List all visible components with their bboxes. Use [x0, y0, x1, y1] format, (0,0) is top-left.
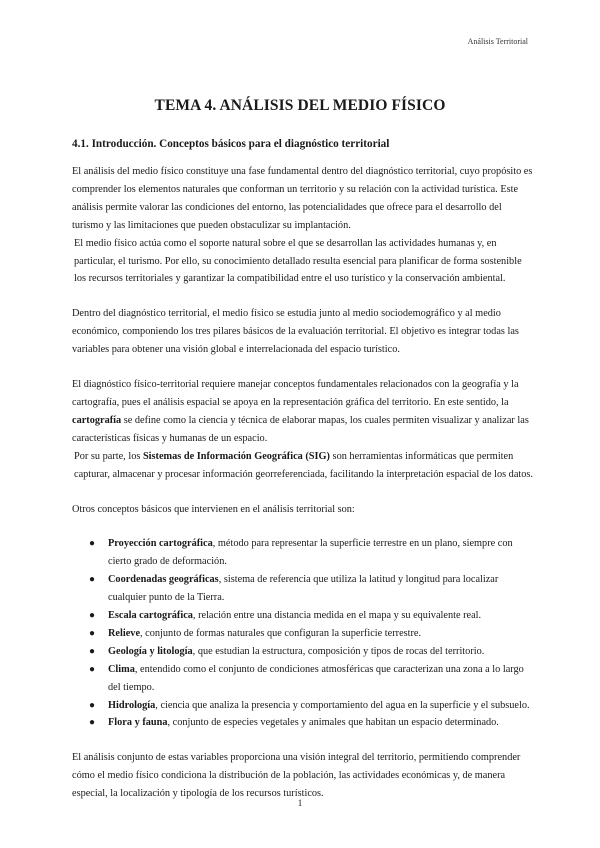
list-item: ● Clima, entendido como el conjunto de condiciones atmosféricas que caracterizan una zona a lo largo del tiempo. — [72, 661, 534, 697]
section-heading: 4.1. Introducción. Conceptos básicos para el diagnóstico territorial — [72, 138, 390, 150]
list-item: ● Escala cartográfica, relación entre una distancia medida en el mapa y su equivalente real. — [72, 607, 534, 625]
running-header: Análisis Territorial — [467, 37, 528, 46]
body-text — [72, 163, 534, 803]
paragraph-otros-conceptos: Otros conceptos básicos que intervienen en el análisis territorial son: — [72, 503, 355, 515]
concepts-list — [72, 535, 534, 732]
page-number: 1 — [297, 798, 303, 808]
paragraph-cartografia: El diagnóstico físico-territorial requiere manejar conceptos fundamentales relacionados con la geografía y la cartografía, pues el análisis espacial se apoya en la representación gráfica del territorio. En este sentido, la cartografía se define como la ciencia y técnica de elaborar mapas, los cuales permiten visualizar y analizar las características físicas y humanas de un espacio. — [72, 379, 529, 444]
paragraph-conclusion: El análisis conjunto de estas variables proporciona una visión integral del territorio, permitiendo comprender cómo el medio físico condiciona la distribución de la población, las actividades económicas y, de manera especial, la localización y tipología de los recursos turísticos. — [72, 752, 521, 800]
term-sig: Sistemas de Información Geográfica (SIG) — [142, 450, 330, 462]
list-item: ● Geología y litología, que estudian la estructura, composición y tipos de rocas del territorio. — [72, 643, 534, 661]
paragraph-medio-fisico: El medio físico actúa como el soporte natural sobre el que se desarrollan las actividades humanas y, en particular, el turismo. Por ello, su conocimiento detallado resulta esencial para planificar de forma sostenible los recursos territoriales y garantizar la compatibilidad entre el uso turístico y la conservación ambiental. — [74, 237, 522, 285]
bullet-icon: ● — [89, 717, 96, 729]
list-item: ● Proyección cartográfica, método para representar la superficie terrestre en un plano, siempre con cierto grado de deformación. — [72, 535, 534, 571]
list-item: ● Coordenadas geográficas, sistema de referencia que utiliza la latitud y longitud para localizar cualquier punto de la Tierra. — [72, 571, 534, 607]
list-item: ● Hidrología, ciencia que analiza la presencia y comportamiento del agua en la superficie y el subsuelo. — [72, 697, 534, 715]
paragraph-diagnostico: Dentro del diagnóstico territorial, el medio físico se estudia junto al medio sociodemográfico y al medio económico, componiendo los tres pilares básicos de la evaluación territorial. El objetivo es integrar todas las variables para obtener una visión global e interrelacionada del espacio turístico. — [72, 308, 519, 356]
bullet-icon: ● — [89, 645, 96, 657]
term-cartografia: cartografía — [72, 414, 122, 426]
paragraph-intro: El análisis del medio físico constituye una fase fundamental dentro del diagnóstico territorial, cuyo propósito es comprender los elementos naturales que conforman un territorio y su relación con la actividad turística. Este análisis permite valorar las condiciones del entorno, las potencialidades que ofrece para el desarrollo del turismo y las limitaciones que pueden obstaculizar su implantación. — [72, 166, 533, 231]
bullet-icon: ● — [89, 610, 96, 622]
page-title: TEMA 4. ANÁLISIS DEL MEDIO FÍSICO — [154, 97, 446, 114]
bullet-icon: ● — [89, 538, 96, 550]
bullet-icon: ● — [89, 663, 96, 675]
bullet-icon: ● — [89, 627, 96, 639]
list-item: ● Relieve, conjunto de formas naturales que configuran la superficie terrestre. — [72, 625, 534, 643]
bullet-icon: ● — [89, 574, 96, 586]
bullet-icon: ● — [89, 699, 96, 711]
list-item: ● Flora y fauna, conjunto de especies vegetales y animales que habitan un espacio determinado. — [72, 714, 534, 732]
paragraph-sig: Por su parte, los Sistemas de Información Geográfica (SIG) son herramientas informáticas que permiten capturar, almacenar y procesar información georreferenciada, facilitando la interpretación espacial de los datos. — [74, 450, 533, 480]
